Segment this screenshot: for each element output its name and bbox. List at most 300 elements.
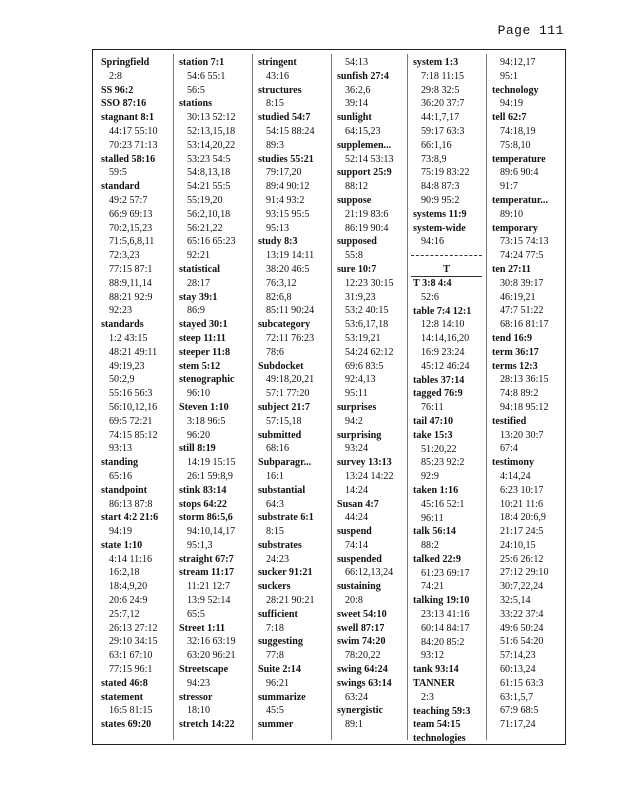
index-reference: 79:17,20: [266, 167, 302, 179]
index-column-4: [335, 56, 410, 732]
index-reference: 64:15,23: [345, 125, 381, 137]
index-reference: 18:4 20:6,9: [500, 512, 546, 524]
index-term: sucker 91:21: [258, 567, 313, 579]
index-reference: 77:15 87:1: [109, 263, 153, 275]
index-term: study 8:3: [258, 236, 298, 248]
index-term: suppose: [337, 194, 372, 206]
index-reference: 53:14,20,22: [187, 139, 236, 151]
index-reference: 59:5: [109, 167, 127, 179]
index-term: tables 37:14: [413, 374, 465, 386]
index-term: temporary: [492, 222, 538, 234]
index-reference: 28:21 90:21: [266, 595, 315, 607]
index-reference: 57:14,23: [500, 650, 536, 662]
index-reference: 74:24 77:5: [500, 250, 544, 262]
index-reference: 29:10 34:15: [109, 636, 158, 648]
index-reference: 90:9 95:2: [421, 194, 460, 206]
index-reference: 54:24 62:12: [345, 346, 394, 358]
index-reference: 12:23 30:15: [345, 277, 394, 289]
index-term: term 36:17: [492, 346, 539, 358]
index-reference: 31:9,23: [345, 291, 376, 303]
index-term: summer: [258, 719, 294, 731]
index-reference: 84:20 85:2: [421, 636, 465, 648]
index-term: stay 39:1: [179, 291, 218, 303]
index-reference: 44:24: [345, 512, 368, 524]
index-reference: 65:16 65:23: [187, 236, 236, 248]
index-term: SSO 87:16: [101, 98, 147, 110]
index-reference: 53:19,21: [345, 332, 381, 344]
index-term: stem 5:12: [179, 360, 221, 372]
index-reference: 63:1 67:10: [109, 650, 153, 662]
index-term: Subdocket: [258, 360, 304, 372]
index-term: statistical: [179, 263, 220, 275]
index-reference: 92:9: [421, 471, 439, 483]
index-reference: 4:14,24: [500, 470, 531, 482]
index-reference: 13:9 52:14: [187, 595, 231, 607]
index-reference: 71:5,6,8,11: [109, 236, 155, 248]
index-term: T 3:8 4:4: [413, 277, 452, 289]
index-term: stink 83:14: [179, 484, 227, 496]
index-reference: 76:3,12: [266, 277, 297, 289]
index-term: states 69:20: [101, 719, 152, 731]
index-term: station 7:1: [179, 57, 225, 68]
index-reference: 26:1 59:8,9: [187, 470, 233, 482]
index-reference: 4:14 11:16: [109, 553, 153, 565]
index-term: temperatur...: [492, 194, 548, 206]
index-reference: 13:19 14:11: [266, 250, 315, 262]
index-reference: 44:1,7,17: [421, 112, 460, 124]
index-reference: 89:4 90:12: [266, 181, 310, 193]
index-term: take 15:3: [413, 429, 453, 441]
index-reference: 2:3: [421, 691, 434, 703]
index-reference: 74:14: [345, 539, 368, 551]
index-reference: 54:21 55:5: [187, 181, 231, 193]
index-reference: 63:1,5,7: [500, 691, 534, 703]
index-reference: 61:15 63:3: [500, 677, 544, 689]
index-term: swell 87:17: [337, 622, 385, 634]
index-term: steeper 11:8: [179, 346, 231, 358]
index-reference: 75:8,10: [500, 139, 531, 151]
index-term: sufficient: [258, 608, 298, 620]
index-reference: 95:11: [345, 388, 368, 400]
index-reference: 3:18 96:5: [187, 415, 226, 427]
index-column-3: [256, 56, 331, 732]
index-reference: 86:9: [187, 305, 205, 317]
index-term: survey 13:13: [337, 457, 392, 469]
index-term: swim 74:20: [337, 636, 386, 648]
index-reference: 94:2: [345, 415, 363, 427]
index-term: Steven 1:10: [179, 401, 229, 413]
index-term: Susan 4:7: [337, 498, 379, 510]
index-term: technologies: [413, 733, 466, 745]
index-reference: 69:5 72:21: [109, 415, 153, 427]
index-term: support 25:9: [337, 167, 392, 179]
index-reference: 45:16 52:1: [421, 498, 465, 510]
index-term: SS 96:2: [101, 84, 134, 96]
index-reference: 54:13: [345, 57, 368, 68]
index-term: sustaining: [337, 581, 381, 593]
index-reference: 74:21: [421, 581, 444, 593]
index-reference: 27:12 29:10: [500, 567, 549, 579]
index-term: suspend: [337, 526, 372, 538]
index-term: straight 67:7: [179, 553, 234, 565]
index-reference: 82:6,8: [266, 291, 292, 303]
index-reference: 25:7,12: [109, 608, 140, 620]
index-term: Springfield: [101, 57, 150, 68]
index-term: supposed: [337, 236, 377, 248]
index-term: substrates: [258, 539, 302, 551]
index-reference: 14:24: [345, 484, 368, 496]
index-reference: 53:23 54:5: [187, 153, 231, 165]
index-reference: 54:15 88:24: [266, 125, 315, 137]
index-reference: 54:8,13,18: [187, 167, 231, 179]
index-reference: 70:2,15,23: [109, 222, 153, 234]
index-term: tagged 76:9: [413, 388, 463, 400]
index-reference: 96:21: [266, 677, 289, 689]
index-column-6: [490, 56, 565, 732]
index-reference: 18:10: [187, 705, 210, 717]
index-reference: 92:21: [187, 250, 210, 262]
index-reference: 13:24 14:22: [345, 470, 394, 482]
index-reference: 89:6 90:4: [500, 167, 539, 179]
index-reference: 64:3: [266, 498, 284, 510]
index-reference: 95:13: [266, 222, 289, 234]
index-reference: 8:15: [266, 98, 284, 110]
index-reference: 70:23 71:13: [109, 139, 158, 151]
index-term: suspended: [337, 553, 382, 565]
index-reference: 7:18: [266, 622, 284, 634]
index-term: table 7:4 12:1: [413, 305, 472, 317]
index-reference: 60:13,24: [500, 664, 536, 676]
index-reference: 24:10,15: [500, 539, 536, 551]
index-reference: 1:2 43:15: [109, 332, 148, 344]
index-reference: 57:1 77:20: [266, 388, 310, 400]
index-reference: 74:15 85:12: [109, 429, 158, 441]
index-reference: 24:23: [266, 553, 289, 565]
index-reference: 66:9 69:13: [109, 208, 153, 220]
index-reference: 95:1: [500, 70, 518, 82]
index-term: sweet 54:10: [337, 608, 387, 620]
index-reference: 52:14 53:13: [345, 153, 394, 165]
index-term: technology: [492, 84, 539, 96]
index-reference: 28:17: [187, 277, 210, 289]
index-reference: 85:11 90:24: [266, 305, 315, 317]
index-reference: 21:19 83:6: [345, 208, 389, 220]
index-term: tend 16:9: [492, 332, 533, 344]
index-reference: 89:3: [266, 139, 284, 151]
index-reference: 78:20,22: [345, 650, 381, 662]
index-reference: 69:6 83:5: [345, 360, 384, 372]
index-reference: 66:12,13,24: [345, 567, 394, 579]
index-term: studies 55:21: [258, 153, 314, 165]
index-reference: 30:8 39:17: [500, 277, 544, 289]
index-term: stringent: [258, 57, 297, 68]
index-term: subcategory: [258, 319, 311, 331]
index-term: start 4:2 21:6: [101, 512, 159, 524]
index-reference: 60:14 84:17: [421, 622, 470, 634]
index-reference: 61:23 69:17: [421, 567, 470, 579]
index-reference: 16:2,18: [109, 567, 140, 579]
index-reference: 50:2,9: [109, 374, 135, 386]
index-term: systems 11:9: [413, 208, 467, 220]
index-reference: 92:23: [109, 305, 132, 317]
index-term: tell 62:7: [492, 112, 527, 124]
index-reference: 14:19 15:15: [187, 457, 236, 469]
index-reference: 29:8 32:5: [421, 84, 460, 96]
index-term: sunfish 27:4: [337, 70, 389, 82]
index-term: terms 12:3: [492, 360, 538, 372]
index-reference: 52:6: [421, 291, 439, 303]
index-reference: 74:18,19: [500, 125, 536, 137]
index-term: talked 22:9: [413, 553, 461, 565]
index-reference: 68:16: [266, 443, 289, 455]
index-term: temperature: [492, 153, 546, 165]
index-reference: 14:14,16,20: [421, 333, 470, 345]
index-reference: 78:6: [266, 346, 284, 358]
index-reference: 94:19: [500, 98, 523, 110]
index-term: talking 19:10: [413, 595, 470, 607]
index-reference: 85:23 92:2: [421, 457, 465, 469]
index-reference: 18:4,9,20: [109, 581, 148, 593]
index-term: suckers: [258, 581, 291, 593]
index-reference: 93:15 95:5: [266, 208, 310, 220]
index-reference: 16:5 81:15: [109, 705, 153, 717]
section-letter: T: [411, 263, 482, 277]
index-term: standing: [101, 457, 139, 469]
index-reference: 30:13 52:12: [187, 112, 236, 124]
index-reference: 48:21 49:11: [109, 346, 158, 358]
index-term: Streetscape: [179, 664, 229, 676]
index-reference: 54:6 55:1: [187, 70, 226, 82]
index-term: stops 64:22: [179, 498, 227, 510]
index-reference: 36:2,6: [345, 84, 371, 96]
index-reference: 55:8: [345, 250, 363, 262]
index-frame: [92, 49, 566, 745]
index-reference: 68:16 81:17: [500, 319, 549, 331]
index-reference: 55:16 56:3: [109, 388, 153, 400]
column-divider: [252, 54, 253, 740]
index-reference: 94:12,17: [500, 57, 536, 68]
index-reference: 7:18 11:15: [421, 70, 465, 82]
index-reference: 93:24: [345, 443, 368, 455]
index-reference: 73:8,9: [421, 153, 447, 165]
index-reference: 59:17 63:3: [421, 125, 465, 137]
index-reference: 46:19,21: [500, 291, 536, 303]
index-reference: 94:16: [421, 236, 444, 248]
index-term: subject 21:7: [258, 401, 310, 413]
index-reference: 76:11: [421, 402, 444, 414]
index-term: sure 10:7: [337, 263, 377, 275]
index-column-1: [99, 56, 174, 732]
index-reference: 65:5: [187, 608, 205, 620]
index-term: stagnant 8:1: [101, 112, 154, 124]
index-reference: 16:1: [266, 470, 284, 482]
index-reference: 71:17,24: [500, 719, 536, 731]
index-reference: 43:16: [266, 70, 289, 82]
index-reference: 72:3,23: [109, 250, 140, 262]
index-term: sunlight: [337, 112, 372, 124]
index-term: structures: [258, 84, 302, 96]
index-term: teaching 59:3: [413, 705, 471, 717]
index-term: tank 93:14: [413, 664, 459, 676]
index-term: still 8:19: [179, 443, 216, 455]
index-term: team 54:15: [413, 719, 461, 731]
index-reference: 2:8: [109, 70, 122, 82]
index-reference: 96:20: [187, 429, 210, 441]
index-reference: 49:18,20,21: [266, 374, 315, 386]
index-reference: 89:10: [500, 208, 523, 220]
index-reference: 33:22 37:4: [500, 608, 544, 620]
index-reference: 67:9 68:5: [500, 705, 539, 717]
index-reference: 12:8 14:10: [421, 319, 465, 331]
index-reference: 23:13 41:16: [421, 609, 470, 621]
index-term: testified: [492, 415, 527, 427]
index-reference: 84:8 87:3: [421, 181, 460, 193]
index-reference: 20:6 24:9: [109, 595, 148, 607]
index-term: steep 11:11: [179, 332, 226, 344]
index-term: substrate 6:1: [258, 512, 314, 524]
index-reference: 56:21,22: [187, 222, 223, 234]
index-reference: 94:23: [187, 677, 210, 689]
column-divider: [173, 54, 174, 740]
index-term: Suite 2:14: [258, 664, 301, 676]
index-term: Street 1:11: [179, 622, 226, 634]
index-reference: 94:19: [109, 526, 132, 538]
index-term: stalled 58:16: [101, 153, 156, 165]
index-reference: 96:11: [421, 512, 444, 524]
index-reference: 88:2: [421, 540, 439, 552]
index-reference: 65:16: [109, 470, 132, 482]
index-reference: 6:23 10:17: [500, 484, 544, 496]
index-term: ten 27:11: [492, 263, 531, 275]
index-reference: 63:20 96:21: [187, 650, 236, 662]
index-term: tail 47:10: [413, 415, 454, 427]
index-reference: 25:6 26:12: [500, 553, 544, 565]
index-reference: 92:4,13: [345, 374, 376, 386]
index-reference: 63:24: [345, 691, 368, 703]
index-reference: 30:7,22,24: [500, 581, 544, 593]
index-reference: 45:12 46:24: [421, 360, 470, 372]
index-reference: 57:15,18: [266, 415, 302, 427]
index-reference: 94:10,14,17: [187, 526, 236, 538]
index-reference: 26:13 27:12: [109, 622, 158, 634]
page-number: Page 111: [497, 23, 564, 38]
index-reference: 88:12: [345, 181, 368, 193]
index-reference: 53:6,17,18: [345, 319, 389, 331]
index-reference: 72:11 76:23: [266, 332, 315, 344]
index-reference: 21:17 24:5: [500, 526, 544, 538]
index-term: swings 63:14: [337, 677, 392, 689]
index-reference: 73:15 74:13: [500, 236, 549, 248]
index-term: system 1:3: [413, 57, 459, 68]
index-term: stayed 30:1: [179, 319, 228, 331]
index-reference: 88:9,11,14: [109, 277, 152, 289]
index-term: stenographic: [179, 374, 235, 386]
index-reference: 91:4 93:2: [266, 194, 305, 206]
index-term: studied 54:7: [258, 112, 311, 124]
index-term: testimony: [492, 457, 535, 469]
index-reference: 28:13 36:15: [500, 374, 549, 386]
index-term: stations: [179, 98, 213, 110]
index-reference: 47:7 51:22: [500, 305, 544, 317]
index-term: stretch 14:22: [179, 719, 235, 731]
index-reference: 96:10: [187, 388, 210, 400]
index-reference: 13:20 30:7: [500, 429, 544, 441]
index-reference: 10:21 11:6: [500, 498, 544, 510]
index-reference: 49:6 50:24: [500, 622, 544, 634]
index-reference: 93:13: [109, 443, 132, 455]
index-term: stated 46:8: [101, 677, 148, 689]
index-reference: 95:1,3: [187, 539, 213, 551]
index-reference: 49:2 57:7: [109, 194, 148, 206]
index-reference: 51:6 54:20: [500, 636, 544, 648]
index-term: state 1:10: [101, 539, 143, 551]
index-reference: 45:5: [266, 705, 284, 717]
index-reference: 32:16 63:19: [187, 636, 236, 648]
index-column-5: [411, 56, 486, 746]
index-reference: 53:2 40:15: [345, 305, 389, 317]
index-term: Subparagr...: [258, 457, 312, 469]
index-reference: 56:5: [187, 84, 205, 96]
index-reference: 66:1,16: [421, 139, 452, 151]
index-reference: 16:9 23:24: [421, 346, 465, 358]
index-term: statement: [101, 691, 144, 703]
index-column-2: [177, 56, 252, 732]
index-term: talk 56:14: [413, 526, 456, 538]
index-reference: 91:7: [500, 181, 518, 193]
index-reference: 44:17 55:10: [109, 125, 158, 137]
index-term: taken 1:16: [413, 484, 459, 496]
index-reference: 88:21 92:9: [109, 291, 153, 303]
index-reference: 86:19 90:4: [345, 222, 389, 234]
column-divider: [331, 54, 332, 740]
index-reference: 56:2,10,18: [187, 208, 231, 220]
index-reference: 56:10,12,16: [109, 401, 158, 413]
index-reference: 36:20 37:7: [421, 98, 465, 110]
index-reference: 67:4: [500, 443, 518, 455]
index-term: stream 11:17: [179, 567, 235, 579]
index-term: substantial: [258, 484, 306, 496]
index-reference: 77:15 96:1: [109, 664, 153, 676]
index-term: surprising: [337, 429, 382, 441]
index-reference: 93:12: [421, 650, 444, 662]
index-reference: 94:18 95:12: [500, 401, 549, 413]
index-term: standpoint: [101, 484, 148, 496]
index-term: system-wide: [413, 222, 466, 234]
index-reference: 51:20,22: [421, 443, 457, 455]
index-term: synergistic: [337, 705, 383, 717]
index-reference: 77:8: [266, 650, 284, 662]
index-reference: 38:20 46:5: [266, 263, 310, 275]
index-term: standard: [101, 181, 140, 193]
index-term: TANNER: [413, 678, 455, 690]
index-reference: 32:5,14: [500, 595, 531, 607]
index-reference: 20:8: [345, 595, 363, 607]
index-reference: 52:13,15,18: [187, 125, 236, 137]
index-term: supplemen...: [337, 139, 392, 151]
column-divider: [407, 54, 408, 740]
index-reference: 89:1: [345, 719, 363, 731]
section-separator: [411, 249, 486, 263]
index-reference: 11:21 12:7: [187, 581, 231, 593]
index-term: standards: [101, 319, 144, 331]
index-term: suggesting: [258, 636, 303, 648]
index-reference: 49:19,23: [109, 360, 145, 372]
index-term: swing 64:24: [337, 664, 388, 676]
column-divider: [486, 54, 487, 740]
index-reference: 55:19,20: [187, 194, 223, 206]
index-reference: 8:15: [266, 526, 284, 538]
index-reference: 39:14: [345, 98, 368, 110]
